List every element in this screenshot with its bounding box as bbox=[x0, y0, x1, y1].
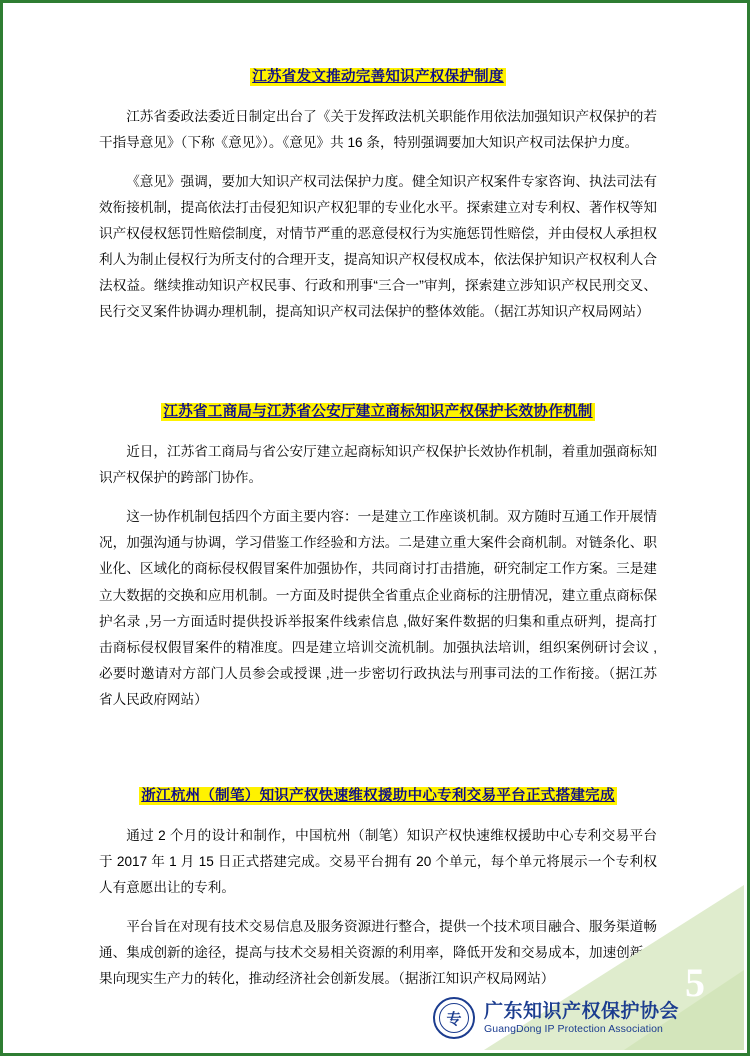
seal-glyph: 专 bbox=[446, 1011, 462, 1028]
article-heading-wrap-2 bbox=[99, 400, 657, 425]
brand-name-en: GuangDong IP Protection Association bbox=[484, 1022, 664, 1035]
brand-name-cn: 广东知识产权保护协会 bbox=[484, 1000, 680, 1022]
article-heading-3: 浙江杭州（制笔）知识产权快速维权援助中心专利交易平台正式搭建完成 bbox=[141, 787, 615, 804]
article-heading-wrap-3 bbox=[99, 784, 657, 809]
article-paragraph-1-1: 江苏省委政法委近日制定出台了《关于发挥政法机关职能作用依法加强知识产权保护的若干指导意见》（下称《意见》）。《意见》共 16 条，特别强调要加大知识产权司法保护力度。 bbox=[99, 108, 657, 150]
section-spacer-1 bbox=[99, 338, 657, 400]
section-spacer-2 bbox=[99, 726, 657, 784]
article-paragraph-3-1: 通过 2 个月的设计和制作，中国杭州（制笔）知识产权快速维权援助中心专利交易平台于 2017 年 1 月 15 日正式搭建完成。交易平台拥有 20 个单元，每个单元将展示一个专利权人有意愿出让的专利。 bbox=[99, 827, 657, 895]
document-body bbox=[99, 65, 657, 1005]
footer-brand bbox=[484, 1001, 679, 1035]
article-paragraph-2-1: 近日，江苏省工商局与省公安厅建立起商标知识产权保护长效协作机制，着重加强商标知识产权保护的跨部门协作。 bbox=[99, 444, 657, 486]
footer-logo bbox=[433, 997, 679, 1039]
article-heading-1: 江苏省发文推动完善知识产权保护制度 bbox=[252, 69, 504, 85]
article-paragraph-3-2: 平台旨在对现有技术交易信息及服务资源进行整合，提供一个技术项目融合、服务渠道畅通、集成创新的途径，提高与技术交易相关资源的利用率，降低开发和交易成本，加速创新成果向现实生产力的转化，推动经济社会创新发展。（据浙江知识产权局网站） bbox=[99, 918, 657, 987]
article-section-3 bbox=[99, 784, 657, 992]
article-heading-2: 江苏省工商局与江苏省公安厅建立商标知识产权保护长效协作机制 bbox=[163, 404, 593, 421]
page-number: 5 bbox=[685, 960, 705, 1005]
article-section-2 bbox=[99, 400, 657, 713]
article-heading-wrap-1 bbox=[99, 65, 657, 90]
article-paragraph-1-2: 《意见》强调，要加大知识产权司法保护力度。健全知识产权案件专家咨询、执法司法有效衔接机制，提高依法打击侵犯知识产权犯罪的专业化水平。探索建立对专利权、著作权等知识产权侵权惩罚性赔偿制度，对情节严重的恶意侵权行为实施惩罚性赔偿，并由侵权人承担权利人为制止侵权行为所支付的合理开支，提高知识产权侵权成本，依法保护知识产权权利人合法权益。继续推动知识产权民事、行政和刑事“三合一”审判，探索建立涉知识产权民刑交叉、民行交叉案件协调办理机制，提高知识产权司法保护的整体效能。（据江苏知识产权局网站） bbox=[99, 173, 657, 320]
association-seal-icon bbox=[433, 997, 475, 1039]
article-section-1 bbox=[99, 65, 657, 325]
article-paragraph-2-2: 这一协作机制包括四个方面主要内容：一是建立工作座谈机制。双方随时互通工作开展情况，加强沟通与协调，学习借鉴工作经验和方法。二是建立重大案件会商机制。对链条化、职业化、区域化的商标侵权假冒案件加强协作，共同商讨打击措施，研究制定工作方案。三是建立大数据的交换和应用机制。一方面及时提供全省重点企业商标的注册情况，建立重点商标保护名录 ,另一方面适时提供投诉举报案件线索信息 ,做好案件数据的归集和重点研判，提高打击商标侵权假冒案件的精准度。四是建立培训交流机制。加强执法培训，组织案例研讨会议 ,必要时邀请对方部门人员参会或授课 ,进一步密切行政执法与刑事司法的工作衔接。（据江苏省人民政府网站） bbox=[99, 509, 657, 707]
